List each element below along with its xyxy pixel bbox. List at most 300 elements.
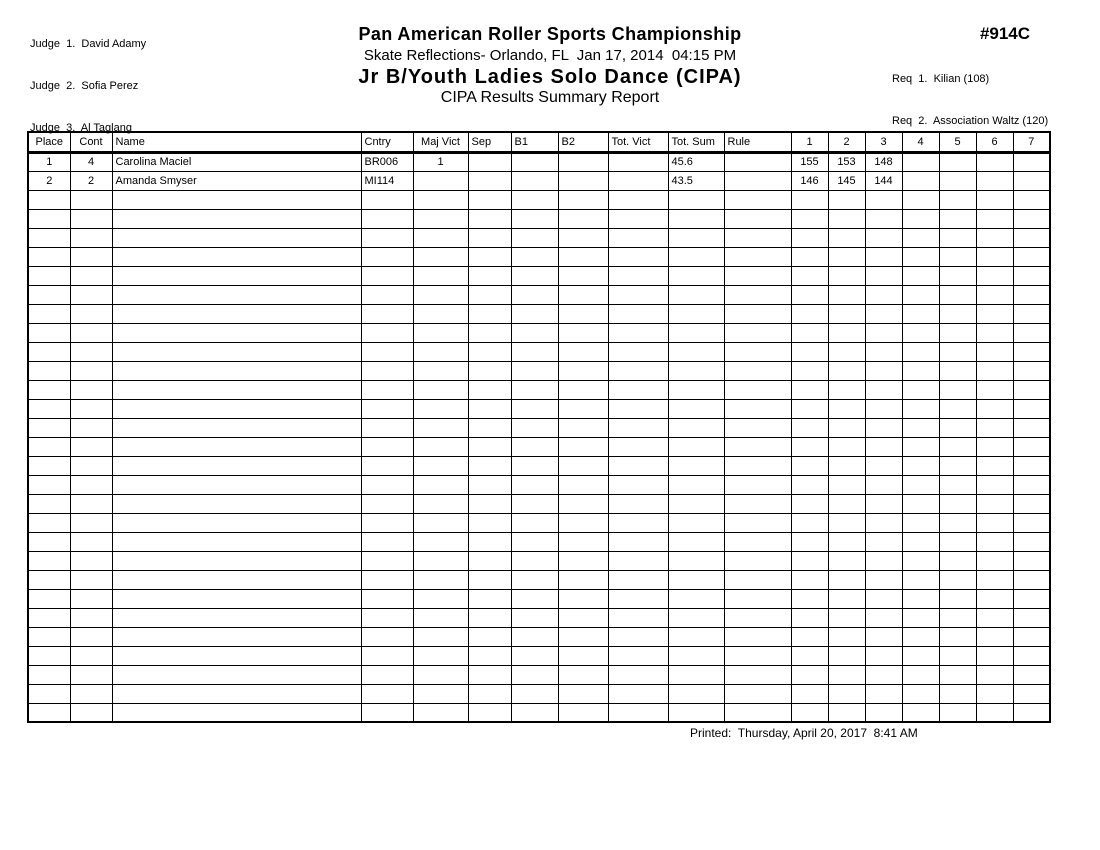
empty-row	[28, 209, 1050, 228]
table-cell	[413, 703, 468, 722]
table-cell	[70, 190, 112, 209]
table-cell	[668, 266, 724, 285]
table-cell	[724, 532, 791, 551]
table-cell	[608, 532, 668, 551]
table-cell	[468, 399, 511, 418]
table-cell: 144	[865, 171, 902, 190]
table-cell	[828, 228, 865, 247]
table-cell	[828, 209, 865, 228]
table-cell	[828, 646, 865, 665]
table-cell	[468, 152, 511, 171]
table-cell	[70, 342, 112, 361]
table-cell	[511, 665, 558, 684]
empty-row	[28, 475, 1050, 494]
table-cell	[608, 589, 668, 608]
table-cell	[361, 475, 413, 494]
table-cell	[865, 209, 902, 228]
result-row	[28, 152, 1050, 171]
table-cell	[112, 342, 361, 361]
table-cell	[468, 228, 511, 247]
column-header-cntry: Cntry	[361, 132, 413, 152]
table-cell	[724, 171, 791, 190]
table-cell	[724, 209, 791, 228]
table-cell	[558, 171, 608, 190]
table-cell	[361, 494, 413, 513]
table-cell	[112, 665, 361, 684]
table-cell	[791, 456, 828, 475]
table-cell	[939, 171, 976, 190]
table-cell	[668, 570, 724, 589]
table-cell	[608, 152, 668, 171]
table-cell	[558, 703, 608, 722]
table-cell	[724, 475, 791, 494]
table-cell	[558, 323, 608, 342]
requirements-list	[892, 44, 1048, 142]
table-cell	[511, 684, 558, 703]
table-cell	[724, 684, 791, 703]
table-cell	[939, 342, 976, 361]
event-number: #914C	[979, 24, 1031, 43]
table-cell	[70, 608, 112, 627]
empty-row	[28, 247, 1050, 266]
table-cell	[608, 228, 668, 247]
table-cell	[558, 494, 608, 513]
table-cell	[724, 323, 791, 342]
table-cell	[724, 247, 791, 266]
table-cell	[511, 703, 558, 722]
empty-row	[28, 304, 1050, 323]
table-cell	[902, 399, 939, 418]
table-cell: 1	[28, 152, 70, 171]
table-cell	[902, 570, 939, 589]
table-cell	[28, 266, 70, 285]
table-cell	[939, 418, 976, 437]
table-cell	[791, 437, 828, 456]
table-cell	[511, 627, 558, 646]
table-cell	[28, 418, 70, 437]
table-cell	[511, 456, 558, 475]
table-cell	[468, 513, 511, 532]
empty-row	[28, 437, 1050, 456]
table-cell	[511, 532, 558, 551]
table-cell	[791, 304, 828, 323]
table-cell	[939, 285, 976, 304]
table-cell	[361, 285, 413, 304]
table-cell: 2	[28, 171, 70, 190]
table-cell	[865, 190, 902, 209]
table-cell	[1013, 646, 1050, 665]
table-cell	[558, 646, 608, 665]
column-header-tot-vict: Tot. Vict	[608, 132, 668, 152]
table-cell: BR006	[361, 152, 413, 171]
table-cell	[413, 551, 468, 570]
table-cell	[608, 627, 668, 646]
table-cell	[1013, 513, 1050, 532]
table-cell	[939, 323, 976, 342]
table-cell	[1013, 152, 1050, 171]
table-cell	[361, 551, 413, 570]
empty-row	[28, 266, 1050, 285]
table-cell	[468, 418, 511, 437]
table-cell	[361, 266, 413, 285]
table-cell	[468, 494, 511, 513]
table-cell	[668, 209, 724, 228]
table-cell	[865, 570, 902, 589]
table-cell	[1013, 399, 1050, 418]
table-cell	[902, 513, 939, 532]
table-cell	[791, 665, 828, 684]
table-cell	[413, 304, 468, 323]
table-cell	[976, 551, 1013, 570]
table-cell	[1013, 228, 1050, 247]
table-cell	[1013, 247, 1050, 266]
table-cell	[112, 418, 361, 437]
table-cell	[976, 646, 1013, 665]
table-cell	[558, 589, 608, 608]
table-cell	[558, 684, 608, 703]
table-cell: 155	[791, 152, 828, 171]
table-cell	[558, 532, 608, 551]
table-cell	[724, 665, 791, 684]
table-cell	[828, 513, 865, 532]
table-cell	[413, 361, 468, 380]
table-cell	[828, 608, 865, 627]
table-cell	[976, 323, 1013, 342]
table-cell	[939, 475, 976, 494]
table-cell	[558, 551, 608, 570]
championship-title: Pan American Roller Sports Championship	[358, 24, 742, 44]
table-cell	[558, 380, 608, 399]
empty-row	[28, 703, 1050, 722]
table-cell	[902, 665, 939, 684]
table-cell	[468, 589, 511, 608]
requirement-line: Req 2. Association Waltz (120)	[892, 115, 1049, 127]
table-cell	[668, 190, 724, 209]
table-cell	[865, 399, 902, 418]
table-cell	[724, 608, 791, 627]
table-cell	[668, 456, 724, 475]
table-cell	[70, 665, 112, 684]
table-cell	[70, 380, 112, 399]
empty-row	[28, 380, 1050, 399]
empty-row	[28, 532, 1050, 551]
table-cell	[865, 323, 902, 342]
table-cell	[1013, 437, 1050, 456]
table-cell	[413, 209, 468, 228]
table-cell	[902, 418, 939, 437]
table-cell	[361, 570, 413, 589]
table-cell	[828, 475, 865, 494]
table-cell	[791, 342, 828, 361]
table-cell	[791, 475, 828, 494]
table-cell	[791, 228, 828, 247]
table-cell	[608, 608, 668, 627]
table-cell	[791, 570, 828, 589]
table-cell	[608, 323, 668, 342]
table-cell	[791, 627, 828, 646]
table-cell	[608, 285, 668, 304]
table-cell	[724, 285, 791, 304]
table-cell	[668, 323, 724, 342]
table-cell	[28, 437, 70, 456]
table-cell	[668, 494, 724, 513]
table-cell	[70, 323, 112, 342]
table-cell	[976, 456, 1013, 475]
table-cell	[976, 532, 1013, 551]
table-cell	[468, 608, 511, 627]
table-cell	[828, 589, 865, 608]
table-cell	[865, 627, 902, 646]
table-cell	[939, 646, 976, 665]
table-cell	[558, 456, 608, 475]
table-cell	[28, 247, 70, 266]
table-cell	[608, 304, 668, 323]
table-cell	[724, 551, 791, 570]
table-cell	[939, 513, 976, 532]
table-cell	[1013, 342, 1050, 361]
table-cell	[70, 285, 112, 304]
table-cell	[28, 608, 70, 627]
table-cell	[558, 304, 608, 323]
table-cell	[112, 209, 361, 228]
table-cell	[865, 304, 902, 323]
table-cell	[511, 266, 558, 285]
table-cell	[608, 665, 668, 684]
table-cell	[791, 646, 828, 665]
table-cell	[791, 209, 828, 228]
column-header-7: 7	[1013, 132, 1050, 152]
table-cell	[468, 551, 511, 570]
table-cell	[828, 361, 865, 380]
table-cell	[70, 361, 112, 380]
table-cell	[724, 342, 791, 361]
table-cell	[1013, 209, 1050, 228]
table-cell	[828, 627, 865, 646]
table-cell	[668, 608, 724, 627]
table-cell	[668, 703, 724, 722]
table-cell	[1013, 285, 1050, 304]
table-cell	[28, 304, 70, 323]
table-cell	[28, 532, 70, 551]
table-cell	[361, 646, 413, 665]
table-cell	[828, 532, 865, 551]
column-header-cont: Cont	[70, 132, 112, 152]
table-cell	[976, 494, 1013, 513]
table-cell	[361, 703, 413, 722]
table-cell	[828, 437, 865, 456]
table-cell	[70, 247, 112, 266]
table-cell	[976, 570, 1013, 589]
empty-row	[28, 228, 1050, 247]
table-cell	[939, 570, 976, 589]
table-cell	[70, 494, 112, 513]
table-cell	[902, 323, 939, 342]
table-cell	[70, 437, 112, 456]
table-cell	[939, 532, 976, 551]
table-cell	[1013, 475, 1050, 494]
table-cell	[668, 551, 724, 570]
table-cell	[112, 304, 361, 323]
table-cell	[865, 551, 902, 570]
table-cell	[511, 247, 558, 266]
table-header-row	[28, 132, 1050, 152]
table-cell	[1013, 589, 1050, 608]
table-cell	[724, 266, 791, 285]
table-cell	[468, 570, 511, 589]
table-cell	[865, 513, 902, 532]
empty-row	[28, 342, 1050, 361]
table-cell	[976, 285, 1013, 304]
table-cell	[828, 551, 865, 570]
table-cell	[668, 475, 724, 494]
empty-row	[28, 456, 1050, 475]
table-cell	[828, 399, 865, 418]
table-cell	[939, 152, 976, 171]
table-cell	[1013, 380, 1050, 399]
table-cell	[361, 228, 413, 247]
column-header-b2: B2	[558, 132, 608, 152]
table-cell	[361, 456, 413, 475]
table-cell	[939, 437, 976, 456]
column-header-5: 5	[939, 132, 976, 152]
table-cell	[28, 627, 70, 646]
table-cell	[511, 551, 558, 570]
table-cell: Carolina Maciel	[112, 152, 361, 171]
table-cell: 4	[70, 152, 112, 171]
table-header	[28, 132, 1050, 152]
table-cell	[791, 418, 828, 437]
table-cell	[865, 285, 902, 304]
table-cell	[558, 399, 608, 418]
table-cell	[112, 703, 361, 722]
table-cell	[511, 228, 558, 247]
table-cell	[468, 456, 511, 475]
table-cell	[791, 399, 828, 418]
table-cell	[724, 589, 791, 608]
table-cell	[361, 513, 413, 532]
table-cell	[558, 361, 608, 380]
table-cell	[1013, 703, 1050, 722]
table-cell	[468, 247, 511, 266]
table-cell	[668, 228, 724, 247]
table-cell	[865, 342, 902, 361]
table-cell	[112, 247, 361, 266]
table-cell	[413, 475, 468, 494]
table-cell	[828, 684, 865, 703]
table-cell	[608, 684, 668, 703]
table-cell	[413, 342, 468, 361]
table-cell	[939, 228, 976, 247]
table-cell	[511, 513, 558, 532]
table-cell	[791, 608, 828, 627]
table-cell	[558, 266, 608, 285]
column-header-maj-vict: Maj Vict	[413, 132, 468, 152]
column-header-6: 6	[976, 132, 1013, 152]
table-cell	[361, 418, 413, 437]
empty-row	[28, 608, 1050, 627]
table-cell	[70, 646, 112, 665]
table-cell	[112, 361, 361, 380]
table-cell	[468, 304, 511, 323]
table-cell	[511, 323, 558, 342]
table-cell	[939, 380, 976, 399]
table-cell	[668, 589, 724, 608]
table-cell	[865, 608, 902, 627]
table-cell	[511, 342, 558, 361]
table-cell	[28, 665, 70, 684]
table-cell	[28, 190, 70, 209]
table-cell	[558, 608, 608, 627]
table-cell	[413, 608, 468, 627]
empty-row	[28, 399, 1050, 418]
table-cell: 145	[828, 171, 865, 190]
table-cell	[668, 418, 724, 437]
table-cell	[608, 551, 668, 570]
table-cell	[976, 608, 1013, 627]
table-cell	[791, 190, 828, 209]
table-cell	[724, 399, 791, 418]
table-cell	[828, 266, 865, 285]
table-cell	[668, 285, 724, 304]
table-cell	[1013, 456, 1050, 475]
table-cell	[112, 399, 361, 418]
table-cell	[70, 475, 112, 494]
table-cell	[361, 627, 413, 646]
table-cell	[791, 266, 828, 285]
table-cell	[468, 380, 511, 399]
table-cell	[511, 209, 558, 228]
table-cell	[902, 342, 939, 361]
table-cell	[70, 228, 112, 247]
table-cell	[112, 684, 361, 703]
table-cell	[413, 399, 468, 418]
table-cell	[791, 532, 828, 551]
table-cell	[976, 627, 1013, 646]
table-cell	[112, 380, 361, 399]
table-cell	[511, 171, 558, 190]
table-cell	[28, 228, 70, 247]
table-cell	[724, 437, 791, 456]
table-cell	[724, 418, 791, 437]
empty-row	[28, 361, 1050, 380]
table-cell	[468, 171, 511, 190]
table-cell	[791, 703, 828, 722]
table-cell	[511, 589, 558, 608]
table-cell	[608, 475, 668, 494]
table-cell	[608, 380, 668, 399]
table-cell	[724, 570, 791, 589]
results-table	[27, 131, 1051, 723]
table-cell	[468, 323, 511, 342]
table-cell	[608, 171, 668, 190]
column-header-b1: B1	[511, 132, 558, 152]
table-cell	[558, 418, 608, 437]
table-cell	[976, 380, 1013, 399]
table-cell	[902, 266, 939, 285]
table-cell	[865, 247, 902, 266]
table-cell	[70, 684, 112, 703]
table-cell	[828, 190, 865, 209]
table-cell	[865, 475, 902, 494]
table-cell	[361, 190, 413, 209]
table-cell	[1013, 532, 1050, 551]
table-cell	[828, 323, 865, 342]
column-header-rule: Rule	[724, 132, 791, 152]
table-cell	[668, 380, 724, 399]
table-cell	[939, 399, 976, 418]
table-cell	[511, 380, 558, 399]
table-cell	[361, 532, 413, 551]
